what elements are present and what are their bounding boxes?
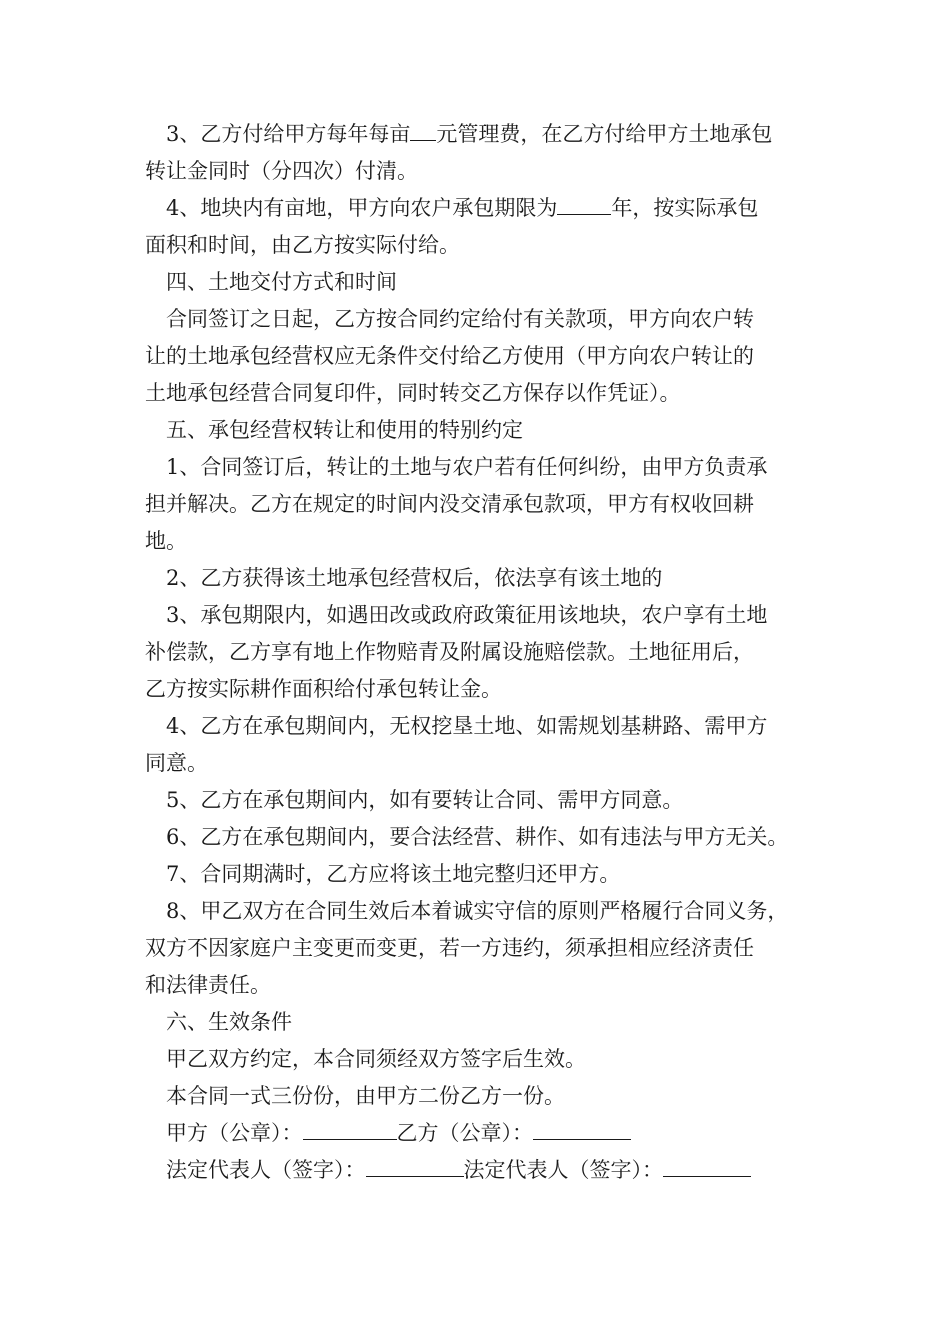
line-text: 1、合同签订后，转让的土地与农户若有任何纠纷，由甲方负责承: [166, 455, 768, 479]
text-line: [145, 819, 815, 856]
line-text: 年，按实际承包: [611, 196, 759, 220]
fill-in-blank: [303, 1119, 397, 1140]
line-text: 乙方（公章）：: [396, 1121, 533, 1145]
line-text: 4、乙方在承包期间内，无权挖垦土地、如需规划基耕路、需甲方: [166, 714, 768, 738]
text-line: [145, 449, 815, 486]
line-text: 元管理费，在乙方付给甲方土地承包: [436, 122, 773, 146]
line-text: 四、土地交付方式和时间: [166, 270, 397, 294]
text-line: [145, 264, 815, 301]
line-text: 5、乙方在承包期间内，如有要转让合同、需甲方同意。: [166, 788, 684, 812]
line-text: 和法律责任。: [145, 973, 271, 997]
text-line: [145, 671, 815, 708]
text-line: [145, 708, 815, 745]
text-line: [145, 967, 815, 1004]
line-text: 补偿款，乙方享有地上作物赔青及附属设施赔偿款。土地征用后，: [145, 640, 754, 664]
line-text: 地。: [145, 529, 187, 553]
line-text: 合同签订之日起，乙方按合同约定给付有关款项，甲方向农户转: [166, 307, 754, 331]
text-line: [145, 856, 815, 893]
text-line: [145, 227, 815, 264]
line-text: 六、生效条件: [166, 1010, 292, 1034]
line-text: 3、乙方付给甲方每年每亩: [166, 122, 411, 146]
text-line: [145, 634, 815, 671]
line-text: 8、甲乙双方在合同生效后本着诚实守信的原则严格履行合同义务，: [166, 899, 789, 923]
line-text: 7、合同期满时，乙方应将该土地完整归还甲方。: [166, 862, 621, 886]
text-line: [145, 930, 815, 967]
fill-in-blank: [533, 1119, 631, 1140]
line-text: 乙方按实际耕作面积给付承包转让金。: [145, 677, 502, 701]
fill-in-blank: [410, 120, 436, 141]
text-line: [145, 782, 815, 819]
text-line: [145, 745, 815, 782]
text-line: [145, 153, 815, 190]
line-text: 法定代表人（签字）：: [463, 1158, 663, 1182]
line-text: 五、承包经营权转让和使用的特别约定: [166, 418, 523, 442]
text-line: [145, 1041, 815, 1078]
text-line: [145, 1004, 815, 1041]
line-text: 双方不因家庭户主变更而变更，若一方违约，须承担相应经济责任: [145, 936, 754, 960]
line-text: 法定代表人（签字）：: [166, 1158, 366, 1182]
fill-in-blank: [663, 1156, 751, 1177]
line-text: 转让金同时（分四次）付清。: [145, 159, 418, 183]
text-line: [145, 523, 815, 560]
line-text: 同意。: [145, 751, 208, 775]
line-text: 本合同一式三份份，由甲方二份乙方一份。: [166, 1084, 565, 1108]
line-text: 甲方（公章）：: [166, 1121, 303, 1145]
fill-in-blank: [366, 1156, 464, 1177]
line-text: 甲乙双方约定，本合同须经双方签字后生效。: [166, 1047, 586, 1071]
text-line: [145, 375, 815, 412]
text-line: [145, 1115, 815, 1152]
text-line: [145, 190, 815, 227]
text-line: [145, 560, 815, 597]
line-text: 3、承包期限内，如遇田改或政府政策征用该地块，农户享有土地: [166, 603, 768, 627]
line-text: 土地承包经营合同复印件，同时转交乙方保存以作凭证）。: [145, 381, 681, 405]
text-line: [145, 338, 815, 375]
line-text: 2、乙方获得该土地承包经营权后，依法享有该土地的: [166, 566, 663, 590]
line-text: 6、乙方在承包期间内，要合法经营、耕作、如有违法与甲方无关。: [166, 825, 789, 849]
line-text: 担并解决。乙方在规定的时间内没交清承包款项，甲方有权收回耕: [145, 492, 754, 516]
fill-in-blank: [557, 194, 611, 215]
text-line: [145, 597, 815, 634]
text-line: [145, 1152, 815, 1189]
line-text: 让的土地承包经营权应无条件交付给乙方使用（甲方向农户转让的: [145, 344, 754, 368]
text-line: [145, 412, 815, 449]
line-text: 面积和时间，由乙方按实际付给。: [145, 233, 460, 257]
text-line: [145, 486, 815, 523]
text-line: [145, 301, 815, 338]
text-line: [145, 1078, 815, 1115]
contract-body: [145, 116, 815, 1189]
text-line: [145, 116, 815, 153]
line-text: 4、地块内有亩地，甲方向农户承包期限为: [166, 196, 558, 220]
text-line: [145, 893, 815, 930]
